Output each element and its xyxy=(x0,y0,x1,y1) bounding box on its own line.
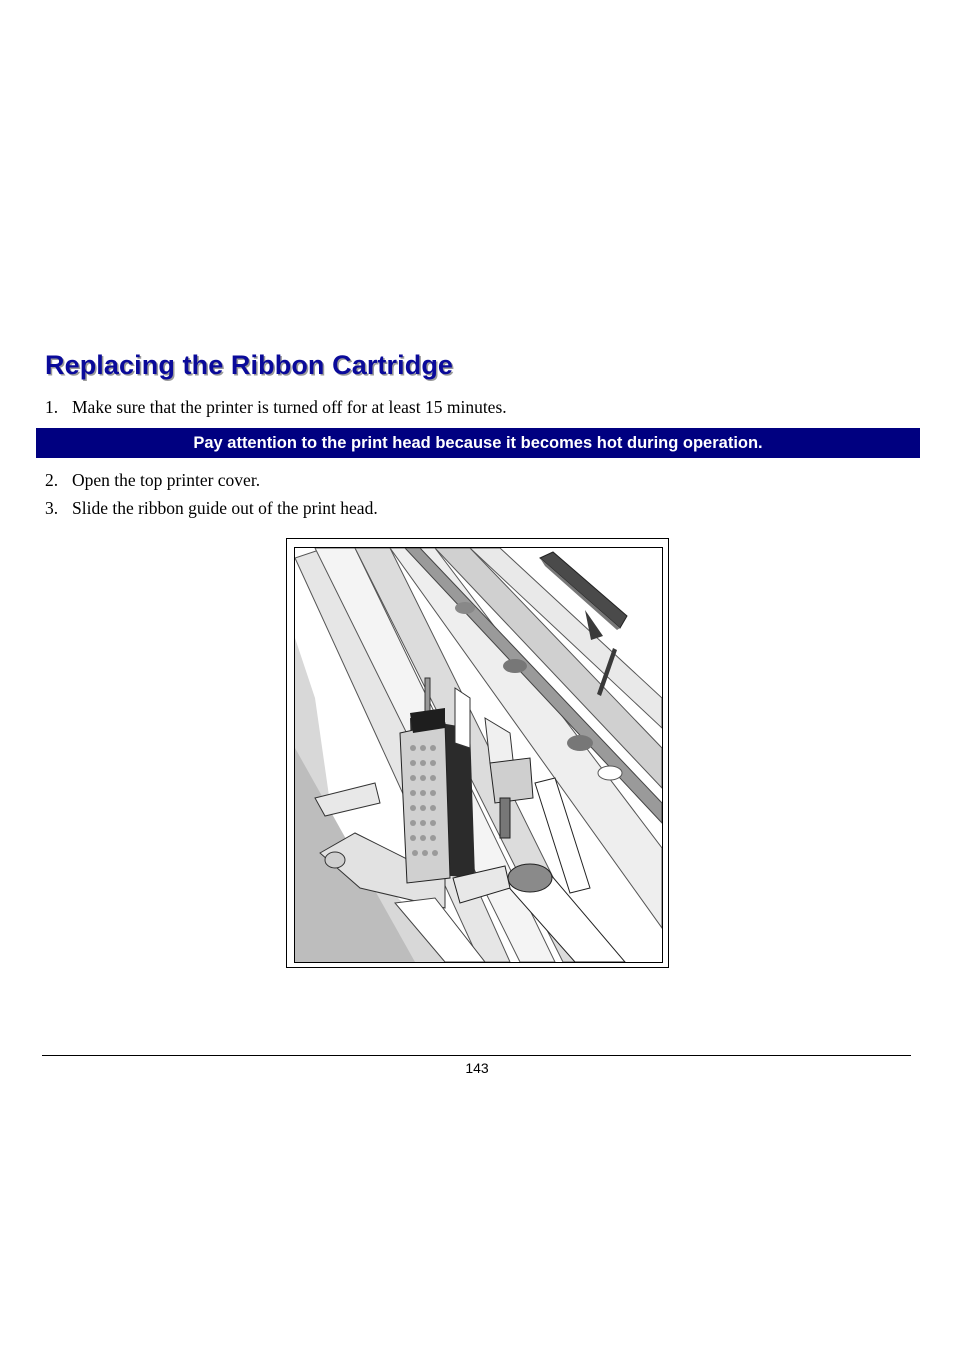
page-title: Replacing the Ribbon Cartridge xyxy=(45,350,454,380)
step-number: 1. xyxy=(45,397,59,417)
warning-text: Pay attention to the print head because it becomes hot during operation. xyxy=(193,433,763,452)
step-3 xyxy=(45,497,378,519)
step-text: Open the top printer cover. xyxy=(72,470,261,490)
step-text: Slide the ribbon guide out of the print head. xyxy=(72,498,378,518)
footer-rule xyxy=(42,1055,911,1056)
step-2 xyxy=(45,469,260,491)
page-number: 143 xyxy=(465,1060,489,1076)
figure-frame xyxy=(286,538,669,968)
step-1 xyxy=(45,396,507,418)
step-number: 2. xyxy=(45,470,59,490)
warning-banner xyxy=(36,428,920,458)
step-text: Make sure that the printer is turned off for at least 15 minutes. xyxy=(72,397,507,417)
step-number: 3. xyxy=(45,498,59,518)
printer-ribbon-guide-illustration xyxy=(294,547,663,963)
